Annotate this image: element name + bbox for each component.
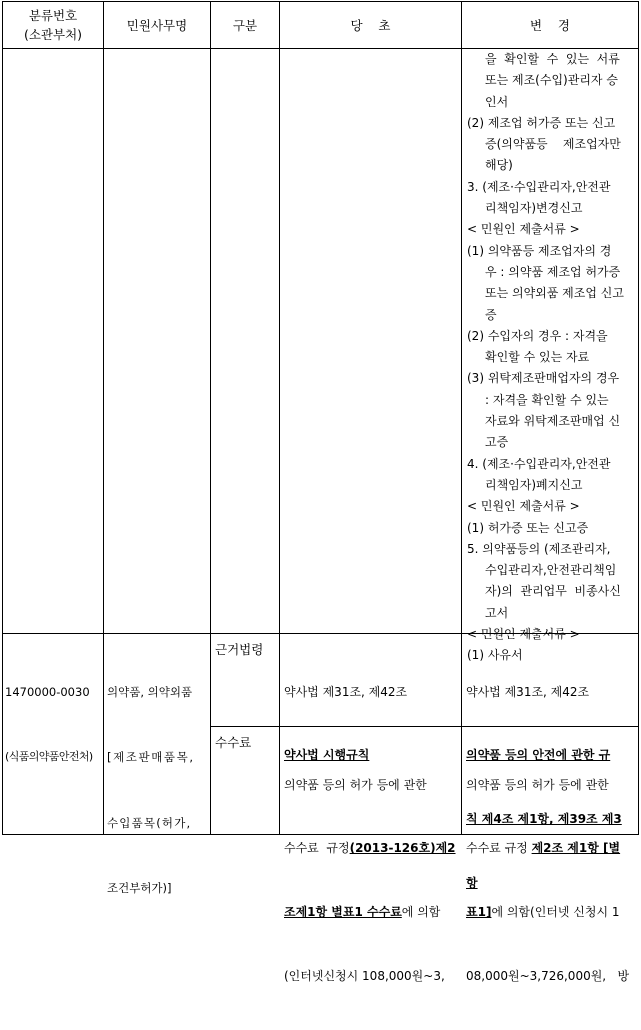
fee-original-line4: (인터넷신청시 108,000원~3, bbox=[284, 969, 445, 984]
header-classification-line2: (소관부처) bbox=[23, 27, 83, 42]
change-text-line: 확인할 수 있는 자료 bbox=[485, 350, 590, 365]
service-name-line: 수입품목(허가, bbox=[107, 815, 192, 830]
change-text-line: (2) 제조업 허가증 또는 신고 bbox=[467, 115, 616, 130]
fee-change-cell bbox=[466, 732, 638, 1030]
classification-code: 1470000-0030 bbox=[5, 685, 90, 699]
change-text-line: (2) 수입자의 경우 : 자격을 bbox=[467, 328, 608, 343]
fee-change-line2-emph: 제2조 제1항 [별 bbox=[531, 841, 621, 856]
basis-change-line2: 의약품 등의 안전에 관한 규 bbox=[466, 748, 611, 763]
fee-original-line2 bbox=[284, 838, 460, 859]
header-service-name bbox=[104, 2, 210, 48]
change-text-line: 해당) bbox=[485, 158, 513, 173]
change-text-line: 고서 bbox=[485, 605, 509, 620]
service-name-line: 조건부허가)] bbox=[107, 880, 172, 895]
header-classification-line1: 분류번호 bbox=[28, 8, 78, 23]
change-text-line: 증 bbox=[485, 307, 497, 322]
change-text-line: < 민원인 제출서류 > bbox=[467, 627, 580, 642]
header-change-text: 변 경 bbox=[529, 17, 571, 33]
basis-change-line1: 약사법 제31조, 제42조 bbox=[466, 684, 590, 699]
grid-vline bbox=[210, 2, 211, 834]
basis-label: 근거법령 bbox=[215, 642, 264, 657]
basis-change-line4: 항 bbox=[466, 876, 478, 891]
change-text-line: (1) 의약품등 제조업자의 경 bbox=[467, 243, 612, 258]
change-text-line: 또는 제조(수입)관리자 승 bbox=[485, 73, 618, 88]
fee-original-line2-emph: (2013-126호)제2 bbox=[349, 841, 456, 856]
fee-change-line2-text: 수수료 규정 bbox=[466, 841, 532, 856]
fee-original-cell bbox=[284, 732, 460, 1030]
grid-vline bbox=[103, 2, 104, 834]
fee-change-line1: 의약품 등의 허가 등에 관한 bbox=[466, 777, 609, 792]
header-category bbox=[211, 2, 279, 48]
header-category-text: 구분 bbox=[232, 17, 258, 33]
change-text-line: 우 : 의약품 제조업 허가증 bbox=[485, 264, 621, 279]
department-name: (식품의약품안전처) bbox=[5, 750, 93, 764]
change-text-line: : 자격을 확인할 수 있는 bbox=[485, 392, 609, 407]
fee-original-line3 bbox=[284, 902, 460, 923]
change-text-line: 리책임자)폐지신고 bbox=[485, 477, 583, 492]
header-original-text: 당 초 bbox=[350, 17, 391, 33]
fee-label: 수수료 bbox=[215, 735, 252, 750]
fee-original-line3-text: 에 의함 bbox=[401, 905, 441, 920]
header-original bbox=[280, 2, 461, 48]
basis-change-line3: 칙 제4조 제1항, 제39조 제3 bbox=[466, 812, 622, 827]
change-text-line: 또는 의약외품 제조업 신고 bbox=[485, 286, 624, 301]
change-text-line: 5. 의약품등의 (제조관리자, bbox=[467, 541, 611, 556]
fee-change-line4: 08,000원~3,726,000원, 방 bbox=[466, 969, 630, 984]
header-service-name-text: 민원사무명 bbox=[126, 17, 188, 33]
fee-change-line2 bbox=[466, 838, 638, 859]
change-text-line: 리책임자)변경신고 bbox=[485, 201, 583, 216]
change-text-line: < 민원인 제출서류 > bbox=[467, 222, 580, 237]
service-name-line: [제조판매품목, bbox=[107, 750, 195, 765]
change-text-line: 을 확인할 수 있는 서류 bbox=[485, 52, 620, 66]
change-text-line: 자)의 관리업무 비종사신 bbox=[485, 584, 621, 599]
change-text-line: < 민원인 제출서류 > bbox=[467, 499, 580, 514]
change-continuation-text bbox=[467, 49, 635, 667]
basis-original-line2: 약사법 시행규칙 bbox=[284, 748, 370, 763]
service-name-line: 의약품, 의약외품 bbox=[107, 685, 193, 699]
regulation-table bbox=[2, 1, 639, 984]
grid-vline bbox=[461, 2, 462, 834]
fee-original-line2-text: 수수료 규정 bbox=[284, 841, 350, 856]
service-name-cell bbox=[107, 637, 209, 942]
header-change bbox=[462, 2, 638, 48]
change-text-line: 인서 bbox=[485, 94, 509, 109]
change-text-line: (3) 위탁제조판매업자의 경우 bbox=[467, 371, 620, 386]
change-text-line: 고증 bbox=[485, 435, 509, 450]
change-text-line: (1) 사유서 bbox=[467, 648, 523, 663]
fee-original-line1: 의약품 등의 허가 등에 관한 bbox=[284, 777, 427, 792]
change-text-line: 4. (제조·수입관리자,안전관 bbox=[467, 456, 611, 471]
header-classification bbox=[3, 2, 103, 48]
change-text-line: (1) 허가증 또는 신고증 bbox=[467, 520, 589, 535]
fee-change-line3-emph: 표1] bbox=[466, 905, 492, 920]
change-text-line: 자료와 위탁제조판매업 신 bbox=[485, 414, 621, 429]
grid-vline bbox=[279, 2, 280, 834]
classification-cell bbox=[5, 637, 102, 812]
change-text-line: 증(의약품등 제조업자만 bbox=[485, 137, 621, 152]
fee-change-line3 bbox=[466, 902, 638, 923]
basis-original-line1: 약사법 제31조, 제42조 bbox=[284, 684, 408, 699]
fee-change-line3-text: 에 의함(인터넷 신청시 1 bbox=[491, 905, 620, 920]
fee-original-line3-emph: 조제1항 별표1 수수료 bbox=[284, 905, 402, 920]
change-text-line: 수입관리자,안전관리책임 bbox=[485, 563, 617, 578]
change-text-line: 3. (제조·수입관리자,안전관 bbox=[467, 179, 611, 194]
